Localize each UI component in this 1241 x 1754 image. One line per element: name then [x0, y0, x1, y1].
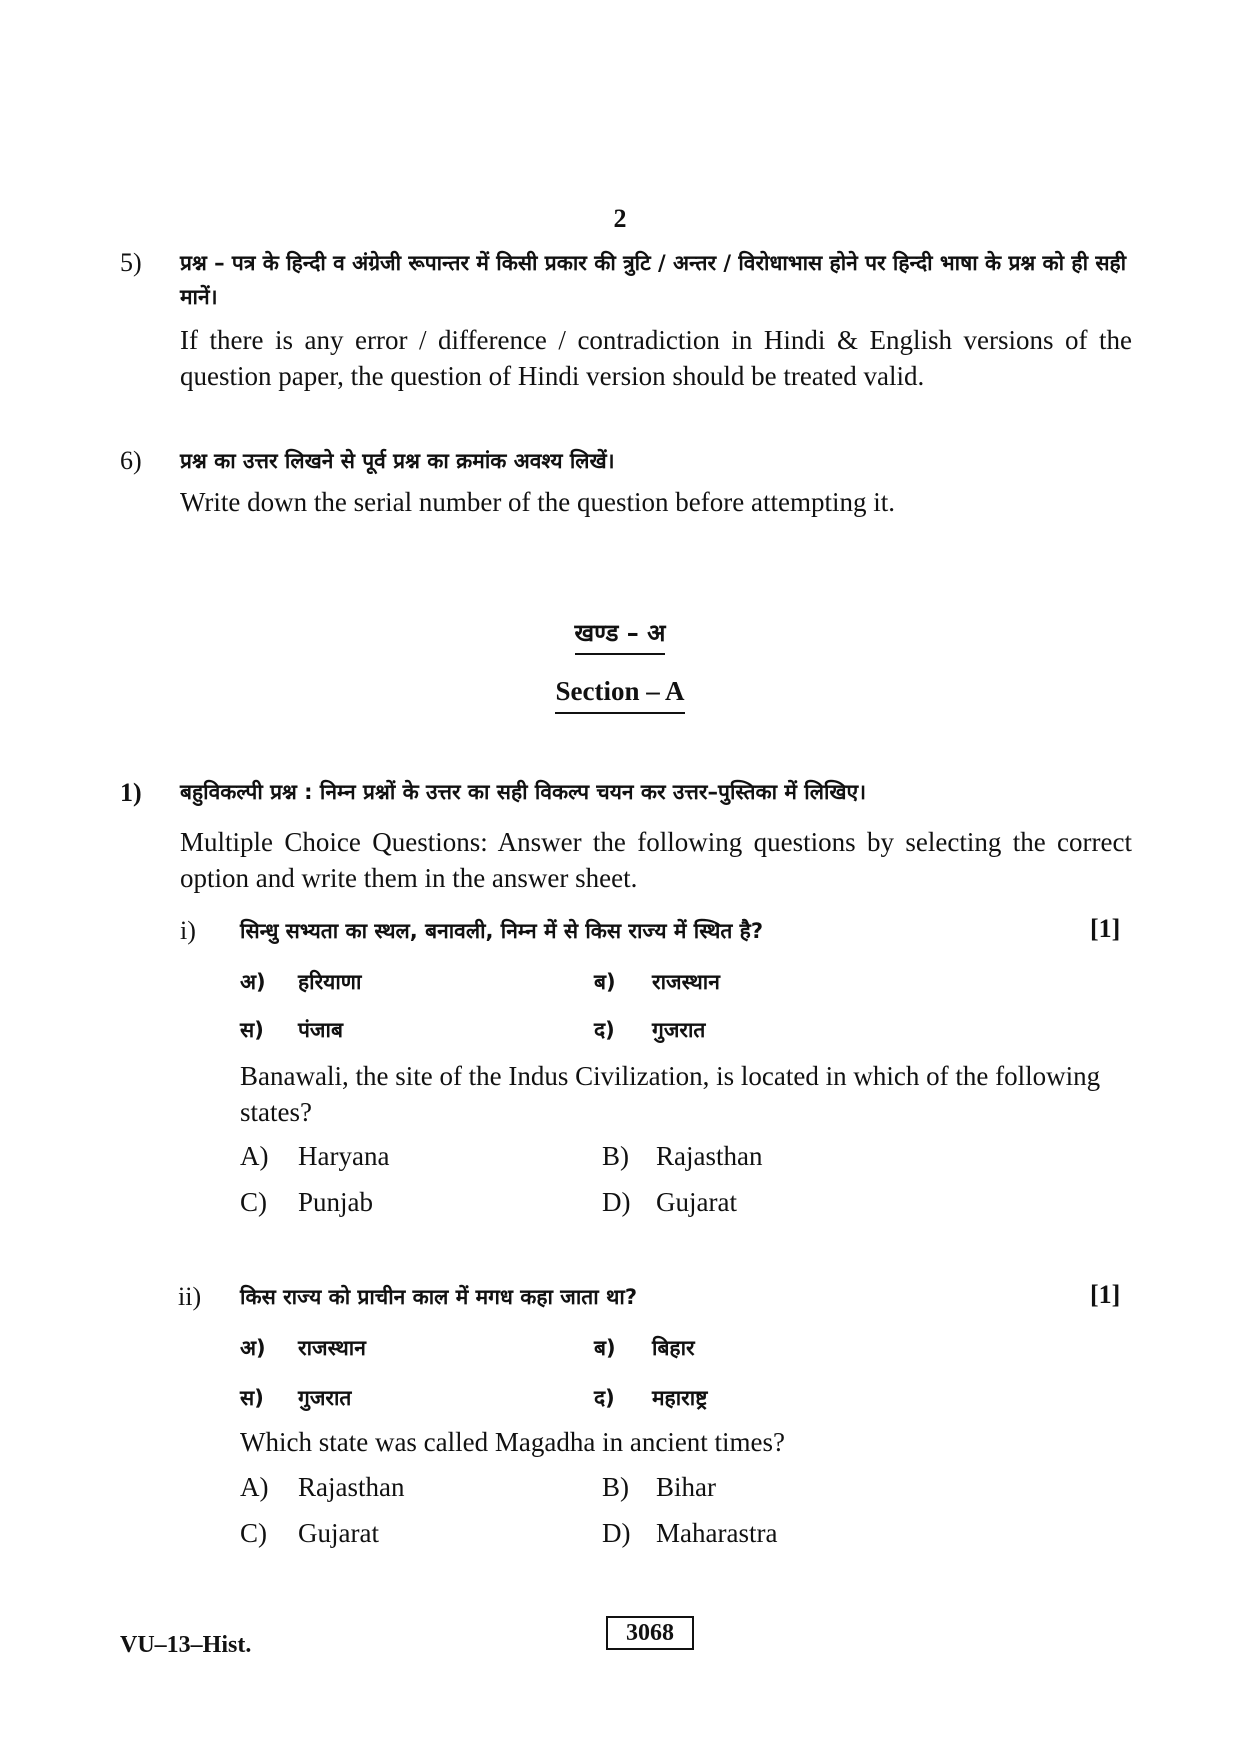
instruction-number: 5) [120, 248, 142, 277]
section-heading-english: Section – A [555, 676, 684, 714]
option-text: महाराष्ट्र [652, 1386, 708, 1410]
subquestion-number: i) [180, 916, 196, 945]
option-text: Haryana [298, 1141, 390, 1171]
code-box: 3068 [606, 1616, 694, 1650]
option-label: ब) [594, 1336, 616, 1360]
option-label: D) [602, 1518, 631, 1548]
question-hindi: बहुविकल्पी प्रश्न : निम्न प्रश्नों के उत्तर का सही विकल्प चयन कर उत्तर–पुस्तिका में लिखिए। [180, 780, 867, 804]
option-text: Maharastra [656, 1518, 778, 1548]
instruction-english: If there is any error / difference / contradiction in Hindi & English versions of the question paper, the question of Hindi version should be treated valid. [180, 325, 1132, 391]
option-label: द) [594, 1386, 615, 1410]
option-label: B) [602, 1141, 629, 1171]
marks-badge: [1] [1090, 914, 1121, 943]
option-text: गुजरात [652, 1018, 706, 1042]
option-label: स) [240, 1386, 264, 1410]
option-text: Rajasthan [298, 1472, 405, 1502]
option-label: स) [240, 1018, 264, 1042]
option-label: द) [594, 1018, 615, 1042]
option-text: राजस्थान [652, 970, 720, 994]
option-text: Gujarat [298, 1518, 379, 1548]
option-label: D) [602, 1187, 631, 1217]
section-heading-hindi-wrap [420, 616, 820, 649]
question-number: 1) [120, 778, 142, 807]
marks-badge: [1] [1090, 1280, 1121, 1309]
option-label: अ) [240, 970, 266, 994]
instruction-hindi: प्रश्न – पत्र के हिन्दी व अंग्रेजी रूपान्तर में किसी प्रकार की त्रुटि / अन्तर / विरोधाभास होने पर हिन्दी भाषा के प्रश्न को ही सही मानें। [180, 251, 1127, 309]
question-english: Multiple Choice Questions: Answer the following questions by selecting the correct option and write them in the answer sheet. [180, 827, 1132, 893]
option-label: A) [240, 1472, 269, 1502]
instruction-hindi: प्रश्न का उत्तर लिखने से पूर्व प्रश्न का क्रमांक अवश्य लिखें। [180, 449, 615, 473]
page-number: 2 [613, 204, 627, 233]
paper-code: VU–13–Hist. [120, 1632, 252, 1658]
section-heading-hindi: खण्ड – अ [575, 619, 666, 655]
option-text: गुजरात [298, 1386, 352, 1410]
option-text: Bihar [656, 1472, 716, 1502]
option-label: C) [240, 1518, 267, 1548]
option-text: Punjab [298, 1187, 374, 1217]
subquestion-hindi: किस राज्य को प्राचीन काल में मगध कहा जाता था? [240, 1285, 638, 1309]
option-text: बिहार [652, 1336, 695, 1360]
option-text: पंजाब [298, 1018, 343, 1042]
option-text: हरियाणा [298, 970, 362, 994]
option-label: ब) [594, 970, 616, 994]
subquestion-english: Which state was called Magadha in ancient times? [240, 1427, 786, 1457]
option-label: B) [602, 1472, 629, 1502]
option-text: राजस्थान [298, 1336, 366, 1360]
instruction-english: Write down the serial number of the question before attempting it. [180, 487, 895, 517]
section-heading-english-wrap [420, 676, 820, 707]
option-label: अ) [240, 1336, 266, 1360]
option-text: Gujarat [656, 1187, 737, 1217]
option-label: C) [240, 1187, 267, 1217]
subquestion-hindi: सिन्धु सभ्यता का स्थल, बनावली, निम्न में से किस राज्य में स्थित है? [240, 919, 764, 943]
option-text: Rajasthan [656, 1141, 763, 1171]
option-label: A) [240, 1141, 269, 1171]
instruction-number: 6) [120, 446, 142, 475]
code-box-wrap [606, 1620, 694, 1647]
subquestion-number: ii) [178, 1282, 202, 1311]
subquestion-english: Banawali, the site of the Indus Civilization, is located in which of the following states? [240, 1061, 1101, 1127]
